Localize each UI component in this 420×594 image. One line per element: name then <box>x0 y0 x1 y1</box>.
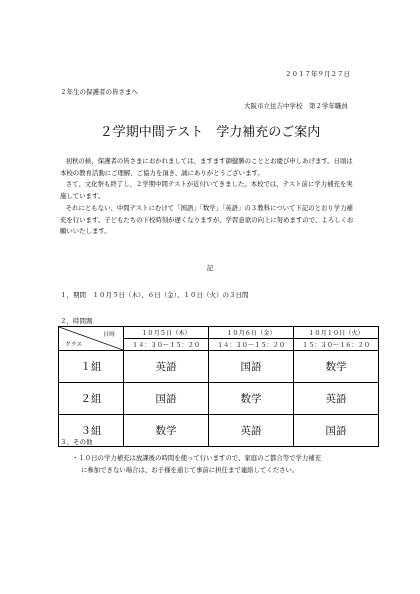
header-time-3: １５：３０～１６：２０ <box>294 339 379 351</box>
note-line-1: ・１０日の学力補充は放課後の時間を使って行いますので、家庭のご都合等で学力補充 <box>72 454 322 462</box>
timetable <box>58 326 379 447</box>
note-line-2: に参加できない場合は、お子様を通じて事前に担任まで連絡してください。 <box>81 465 299 474</box>
document-date: ２０１７年９月２７日 <box>285 70 350 78</box>
section-timetable-heading: ２，時間割 <box>60 317 93 325</box>
body-paragraph-3: それにともない、中間テストにむけて「国語」「数学」「英語」の３教科について下記のとおり学力補充を行います。子どもたちの下校時刻が遅くなりますが、学習意欲の向上に努めますので、よろしくお願いいたします。 <box>60 203 354 236</box>
body-text <box>60 156 356 238</box>
header-date-2: １０月６日（金） <box>209 327 294 339</box>
section-period: １，期間 １０月５日（木）、６日（金）、１０日（火）の３日間 <box>60 291 249 299</box>
subject-cell: 英語 <box>294 383 379 415</box>
timetable-corner-cell <box>59 327 124 351</box>
corner-label-date: 日時 <box>103 332 115 338</box>
subject-cell: 英語 <box>124 351 209 383</box>
body-paragraph-1: 初秋の候、保護者の皆さまにおかれましては、ますます御健勝のこととお慶び申しあげます。日頃は本校の教育活動にご理解、ご協力を頂き、誠にありがとうございます。 <box>60 157 353 177</box>
document-title: ２学期中間テスト 学力補充のご案内 <box>99 125 321 140</box>
class-label-3: ３組 <box>59 415 124 447</box>
class-label-2: ２組 <box>59 383 124 415</box>
corner-label-class: クラス <box>65 342 83 348</box>
body-paragraph-2: さて、文化祭も終了し、２学期中間テストが近付いてきました。本校では、テスト前に学力補充を実施しています。 <box>60 180 353 201</box>
header-time-2: １４：３０～１５：２０ <box>209 339 294 351</box>
subject-cell: 国語 <box>124 383 209 415</box>
subject-cell: 数学 <box>294 351 379 383</box>
sender: 大阪市立住吉中学校 第２学年職員 <box>244 102 348 110</box>
subject-cell: 数学 <box>124 415 209 447</box>
subject-cell: 国語 <box>294 415 379 447</box>
subject-cell: 英語 <box>209 415 294 447</box>
header-time-1: １４：３０～１５：２０ <box>124 339 209 351</box>
ki-heading: 記 <box>206 264 214 272</box>
header-date-1: １０月５日（木） <box>124 327 209 339</box>
subject-cell: 数学 <box>209 383 294 415</box>
subject-cell: 国語 <box>209 351 294 383</box>
addressee: ２年生の保護者の皆さまへ <box>60 88 138 96</box>
other-note <box>72 453 362 476</box>
header-date-3: １０月１０日（火） <box>294 327 379 339</box>
section-other-heading: ３、その他 <box>60 438 93 446</box>
class-label-1: １組 <box>59 351 124 383</box>
